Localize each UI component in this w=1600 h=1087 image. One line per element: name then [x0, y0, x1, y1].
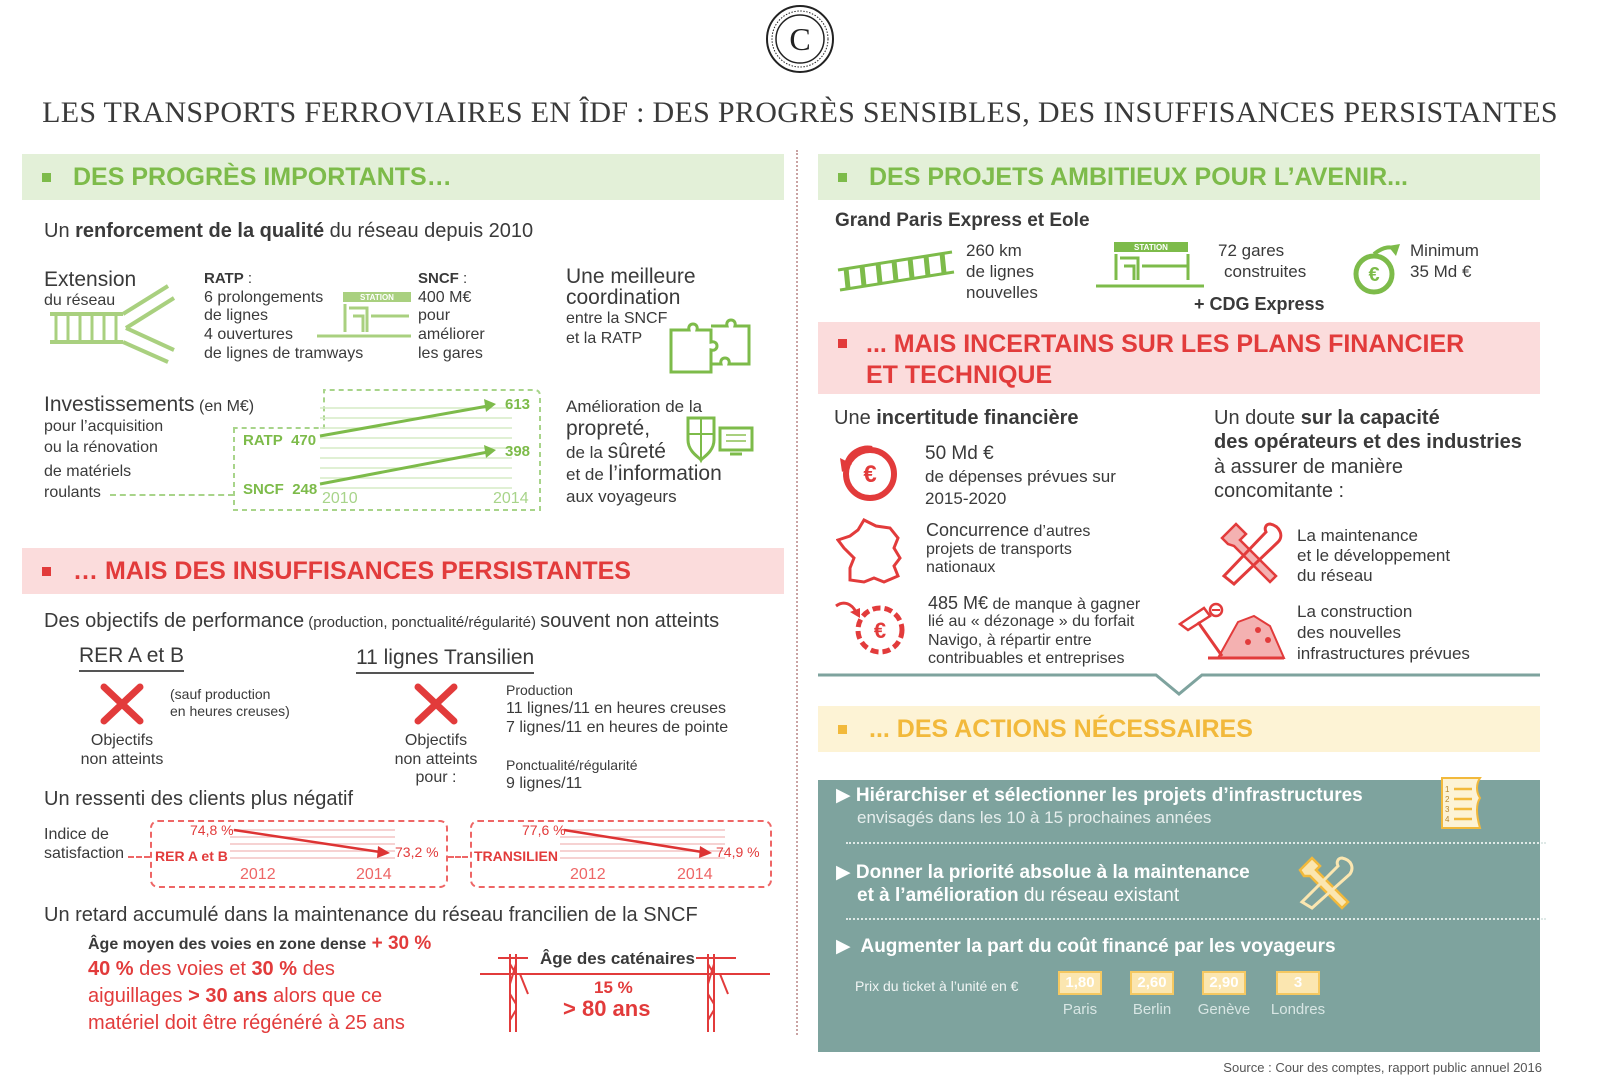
dep-line-3: 2015-2020 [925, 489, 1007, 508]
insuff-header: … MAIS DES INSUFFISANCES PERSISTANTES [22, 548, 784, 594]
ratp-line-3: 4 ouvertures [204, 326, 293, 343]
maint-line-1: La maintenance [1297, 526, 1418, 545]
tr-prod-line-1: 11 lignes/11 en heures creuses [506, 700, 726, 717]
euro-green-glyph: € [1368, 264, 1380, 286]
sncf-start: SNCF 248 [243, 481, 318, 498]
voies-line-2: aiguillages > 30 ans alors que ce [88, 985, 383, 1007]
logo-letter: C [789, 21, 811, 57]
gpe-title: Grand Paris Express et Eole [835, 210, 1090, 231]
euro-down-icon [838, 440, 902, 504]
ratp-end-value: 613 [505, 396, 531, 413]
invest-line-3: de matériels [44, 463, 132, 480]
constr-line-2: des nouvelles [1297, 623, 1401, 642]
sncf-line-2: pour [418, 307, 451, 324]
incertains-header: ... MAIS INCERTAINS SUR LES PLANS FINANCIER ET TECHNIQUE [818, 322, 1540, 394]
source-note: Source : Cour des comptes, rapport public annuel 2016 [1223, 1060, 1542, 1075]
price-geneve: 2,90 [1202, 971, 1246, 995]
age-line: Âge moyen des voies en zone dense + 30 % [88, 933, 432, 954]
sncf-line-4: les gares [418, 345, 483, 362]
new-station-icon [1094, 240, 1206, 292]
conc-line-1: Concurrence d’autres [926, 520, 1091, 540]
invest-year-start: 2010 [322, 490, 358, 507]
doute-line-1: Un doute sur la capacité [1214, 407, 1440, 429]
tr-ponct-value: 9 lignes/11 [506, 775, 583, 792]
manque-line-2: lié au « dézonage » du forfait [928, 613, 1135, 630]
manque-line-1: 485 M€ de manque à gagner [928, 593, 1141, 613]
euro-loss-icon [834, 596, 914, 660]
price-paris: 1,80 [1058, 971, 1102, 995]
km-line-3: nouvelles [966, 283, 1038, 302]
rer-sat-year-2: 2014 [356, 866, 392, 883]
maint-line-3: du réseau [1297, 566, 1373, 585]
invest-connector [110, 494, 234, 496]
coord-line-1: Une meilleure [566, 265, 696, 288]
cross-icon-rer [100, 683, 144, 725]
caten-age: > 80 ans [563, 996, 651, 1021]
manque-line-3: Navigo, à répartir entre [928, 632, 1092, 649]
construction-icon [1178, 600, 1288, 662]
constr-line-3: infrastructures prévues [1297, 644, 1470, 663]
sncf-line-3: améliorer [418, 326, 485, 343]
ratp-start: RATP 470 [243, 432, 317, 449]
gares-line-2: construites [1224, 262, 1307, 281]
indice-connector [128, 856, 150, 858]
ranked-list-icon [1436, 774, 1486, 832]
cour-des-comptes-logo [765, 4, 835, 74]
list-num-1: 1 [1445, 785, 1450, 794]
retard-title: Un retard accumulé dans la maintenance du réseau francilien de la SNCF [44, 904, 698, 926]
rer-sat-year-1: 2012 [240, 866, 276, 883]
action-1-title: ▶ Hiérarchiser et sélectionner les projets d’infrastructures [836, 785, 1363, 806]
sncf-line-1: 400 M€ [418, 289, 472, 306]
tools-yellow-icon [1294, 856, 1356, 910]
clean-line-3: de la sûreté [566, 440, 666, 463]
rail-track-icon [836, 248, 956, 296]
city-paris: Paris [1062, 1001, 1098, 1018]
coord-line-2: coordination [566, 286, 681, 309]
perf-line: Des objectifs de performance (production, ponctualité/régularité) souvent non atteints [44, 610, 720, 632]
rer-sat-label: RER A et B [155, 848, 228, 864]
transilien-satisfaction-chart [560, 824, 730, 868]
tr-sat-start: 77,6 % [522, 822, 566, 838]
action-separator-1 [846, 842, 1546, 844]
action-separator-2 [846, 918, 1546, 920]
doute-line-3: à assurer de manière [1214, 456, 1403, 478]
price-berlin: 2,60 [1130, 971, 1174, 995]
conc-line-2: projets de transports [926, 541, 1072, 558]
clean-line-4: et de l’information [566, 462, 722, 485]
dep-line-1: 50 Md € [925, 443, 994, 464]
city-londres: Londres [1270, 1001, 1326, 1018]
transilien-title: 11 lignes Transilien [356, 646, 534, 674]
tr-ponct-title: Ponctualité/régularité [506, 757, 638, 773]
rail-junction-icon [48, 284, 183, 364]
city-berlin: Berlin [1132, 1001, 1172, 1018]
actions-header: ... DES ACTIONS NÉCESSAIRES [818, 706, 1540, 752]
rer-note-2: en heures creuses) [170, 703, 290, 719]
ratp-label: RATP : [204, 270, 253, 287]
city-geneve: Genève [1197, 1001, 1251, 1018]
invest-line-1: pour l’acquisition [44, 418, 164, 435]
km-line-1: 260 km [966, 241, 1022, 260]
euro-growth-icon [1352, 240, 1402, 298]
voies-line-1: 40 % des voies et 30 % des [88, 958, 335, 980]
km-line-2: de lignes [966, 262, 1035, 281]
list-num-2: 2 [1445, 795, 1450, 804]
doute-line-2: des opérateurs et des industries [1214, 431, 1522, 453]
coord-sub-2: et la RATP [566, 330, 643, 347]
ratp-line-2: de lignes [204, 307, 269, 324]
extension-title: Extension [44, 268, 137, 291]
cross-icon-transilien [414, 683, 458, 725]
min-line-2: 35 Md € [1410, 262, 1472, 281]
quality-line: Un renforcement de la qualité du réseau depuis 2010 [44, 220, 534, 242]
maint-line-2: et le développement [1297, 546, 1451, 565]
invest-line-2: ou la rénovation [44, 439, 158, 456]
price-label: Prix du ticket à l’unité en € [855, 978, 1019, 994]
transilien-trend [564, 830, 702, 852]
invest-title: Investissements (en M€) [44, 393, 255, 416]
euro-loss-glyph: € [873, 618, 887, 643]
coord-sub-1: entre la SNCF [566, 310, 668, 327]
action-3-title: ▶ Augmenter la part du coût financé par les voyageurs [836, 936, 1336, 957]
progress-header: DES PROGRÈS IMPORTANTS… [22, 154, 784, 200]
tr-prod-title: Production [506, 682, 573, 698]
tr-obj-1: Objectifs [404, 732, 468, 749]
tr-sat-year-1: 2012 [570, 866, 606, 883]
indice-line-2: satisfaction [44, 845, 125, 862]
fin-title: Une incertitude financière [834, 407, 1079, 429]
clean-line-2: propreté, [566, 417, 651, 440]
station-icon [315, 290, 413, 344]
cdg-express: + CDG Express [1194, 294, 1325, 314]
rer-sat-end: 73,2 % [395, 844, 439, 860]
sncf-end-value: 398 [505, 443, 531, 460]
conc-line-3: nationaux [926, 559, 996, 576]
price-londres: 3 [1276, 971, 1320, 995]
doute-line-4: concomitante : [1214, 480, 1345, 502]
column-divider [796, 150, 798, 1035]
ratp-line-4: de lignes de tramways [204, 345, 364, 362]
station-sign: STATION [360, 293, 394, 302]
page-title: LES TRANSPORTS FERROVIAIRES EN ÎDF : DES PROGRÈS SENSIBLES, DES INSUFFISANCES PERSISTANTES [42, 96, 1558, 129]
invest-year-end: 2014 [493, 490, 529, 507]
action-2-line-2: et à l’amélioration du réseau existant [857, 885, 1180, 906]
sncf-label: SNCF : [418, 270, 468, 287]
euro-red-glyph: € [863, 461, 877, 488]
manque-line-4: contribuables et entreprises [928, 650, 1125, 667]
rer-obj-1: Objectifs [90, 732, 154, 749]
rer-sat-start: 74,8 % [190, 822, 234, 838]
france-map-icon [836, 518, 908, 586]
invest-line-4: roulants [44, 484, 101, 501]
indice-line-1: Indice de [44, 826, 109, 843]
action-1-sub: envisagés dans les 10 à 15 prochaines années [857, 808, 1212, 827]
puzzle-icon [667, 312, 753, 376]
caten-title: Âge des caténaires [540, 949, 695, 968]
new-station-sign: STATION [1134, 243, 1168, 252]
rer-obj-2: non atteints [80, 751, 164, 768]
list-num-3: 3 [1445, 805, 1450, 814]
clean-line-1: Amélioration de la [566, 397, 703, 416]
dep-line-2: de dépenses prévues sur [925, 467, 1116, 486]
constr-line-1: La construction [1297, 602, 1413, 621]
tr-prod-line-2: 7 lignes/11 en heures de pointe [506, 719, 729, 736]
action-2-line-1: ▶ Donner la priorité absolue à la maintenance [836, 862, 1250, 883]
tr-sat-year-2: 2014 [677, 866, 713, 883]
min-line-1: Minimum [1410, 241, 1479, 260]
shield-screen-icon [684, 414, 756, 464]
ratp-trend-line [320, 406, 488, 436]
rer-note-1: (sauf production [170, 686, 271, 702]
tr-obj-2: non atteints [394, 751, 478, 768]
caten-pct: 15 % [594, 978, 633, 997]
sat-connector [448, 856, 468, 858]
tr-obj-3: pour : [415, 769, 457, 786]
list-num-4: 4 [1445, 815, 1450, 824]
voies-line-3: matériel doit être régénéré à 25 ans [88, 1012, 405, 1034]
tr-sat-label: TRANSILIEN [474, 848, 558, 864]
tr-sat-end: 74,9 % [716, 844, 760, 860]
rer-trend [234, 830, 380, 852]
tools-icon [1214, 520, 1286, 588]
extension-sub: du réseau [44, 292, 116, 309]
rer-satisfaction-chart [230, 824, 400, 868]
gares-line-1: 72 gares [1218, 241, 1285, 260]
projets-header: DES PROJETS AMBITIEUX POUR L’AVENIR... [818, 154, 1540, 200]
clean-line-5: aux voyageurs [566, 487, 677, 506]
ratp-line-1: 6 prolongements [204, 289, 324, 306]
ressenti-title: Un ressenti des clients plus négatif [44, 788, 354, 810]
rer-title: RER A et B [79, 644, 184, 672]
section-separator [818, 672, 1540, 698]
